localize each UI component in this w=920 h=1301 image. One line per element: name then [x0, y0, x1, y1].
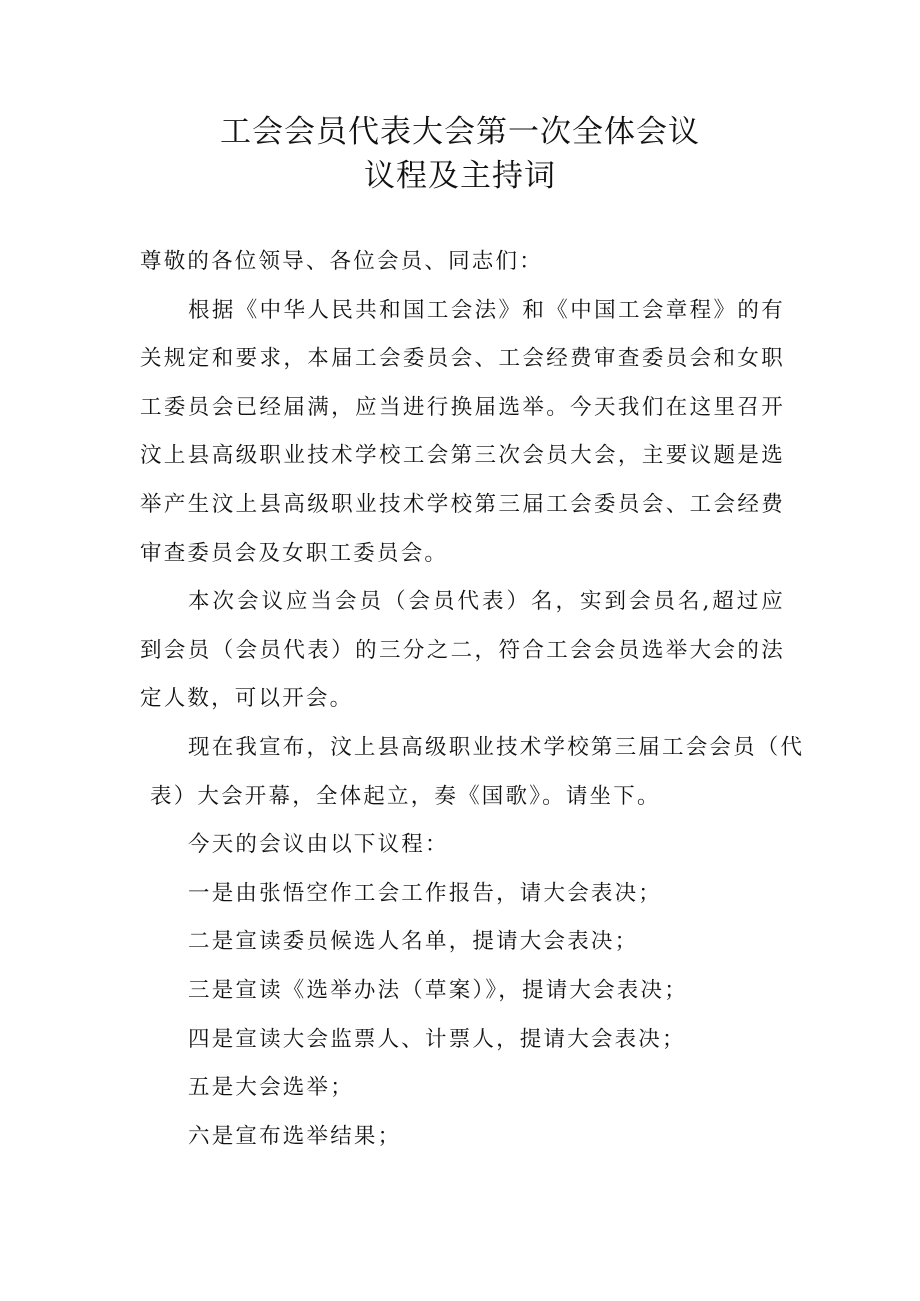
paragraph-2: 本次会议应当会员（会员代表）名，实到会员名,超过应到会员（会员代表）的三分之二，符合工会会员选举大会的法定人数，可以开会。 — [140, 589, 785, 712]
agenda-item: 五是大会选举； — [188, 1075, 354, 1101]
paragraph-1: 根据《中华人民共和国工会法》和《中国工会章程》的有关规定和要求，本届工会委员会、工会经费审查委员会和女职工委员会已经届满，应当进行换届选举。今天我们在这里召开汶上县高级职业技术学校工会第三次会员大会，主要议题是选举产生汶上县高级职业技术学校第三届工会委员会、工会经费审查委员会及女职工委员会。 — [140, 297, 785, 566]
agenda-item: 六是宣布选举结果； — [188, 1123, 402, 1149]
agenda-item: 一是由张悟空作工会工作报告，请大会表决； — [188, 880, 663, 906]
paragraph-3-line-1: 现在我宣布，汶上县高级职业技术学校第三届工会会员（代 — [188, 734, 805, 760]
agenda-item: 三是宣读《选举办法（草案）》，提请大会表决； — [188, 977, 688, 1003]
document-title-line2: 议程及主持词 — [364, 158, 556, 194]
agenda-intro: 今天的会议由以下议程： — [188, 832, 449, 858]
document-title-line1: 工会会员代表大会第一次全体会议 — [220, 114, 700, 150]
salutation: 尊敬的各位领导、各位会员、同志们： — [140, 249, 543, 274]
document-body — [140, 238, 805, 1161]
paragraph-3-line-2: 表）大会开幕，全体起立，奏《国歌》。请坐下。 — [150, 783, 661, 809]
paragraph-3 — [140, 724, 805, 821]
agenda-item: 二是宣读委员候选人名单，提请大会表决； — [188, 929, 639, 955]
agenda-item: 四是宣读大会监票人、计票人，提请大会表决； — [188, 1026, 686, 1052]
